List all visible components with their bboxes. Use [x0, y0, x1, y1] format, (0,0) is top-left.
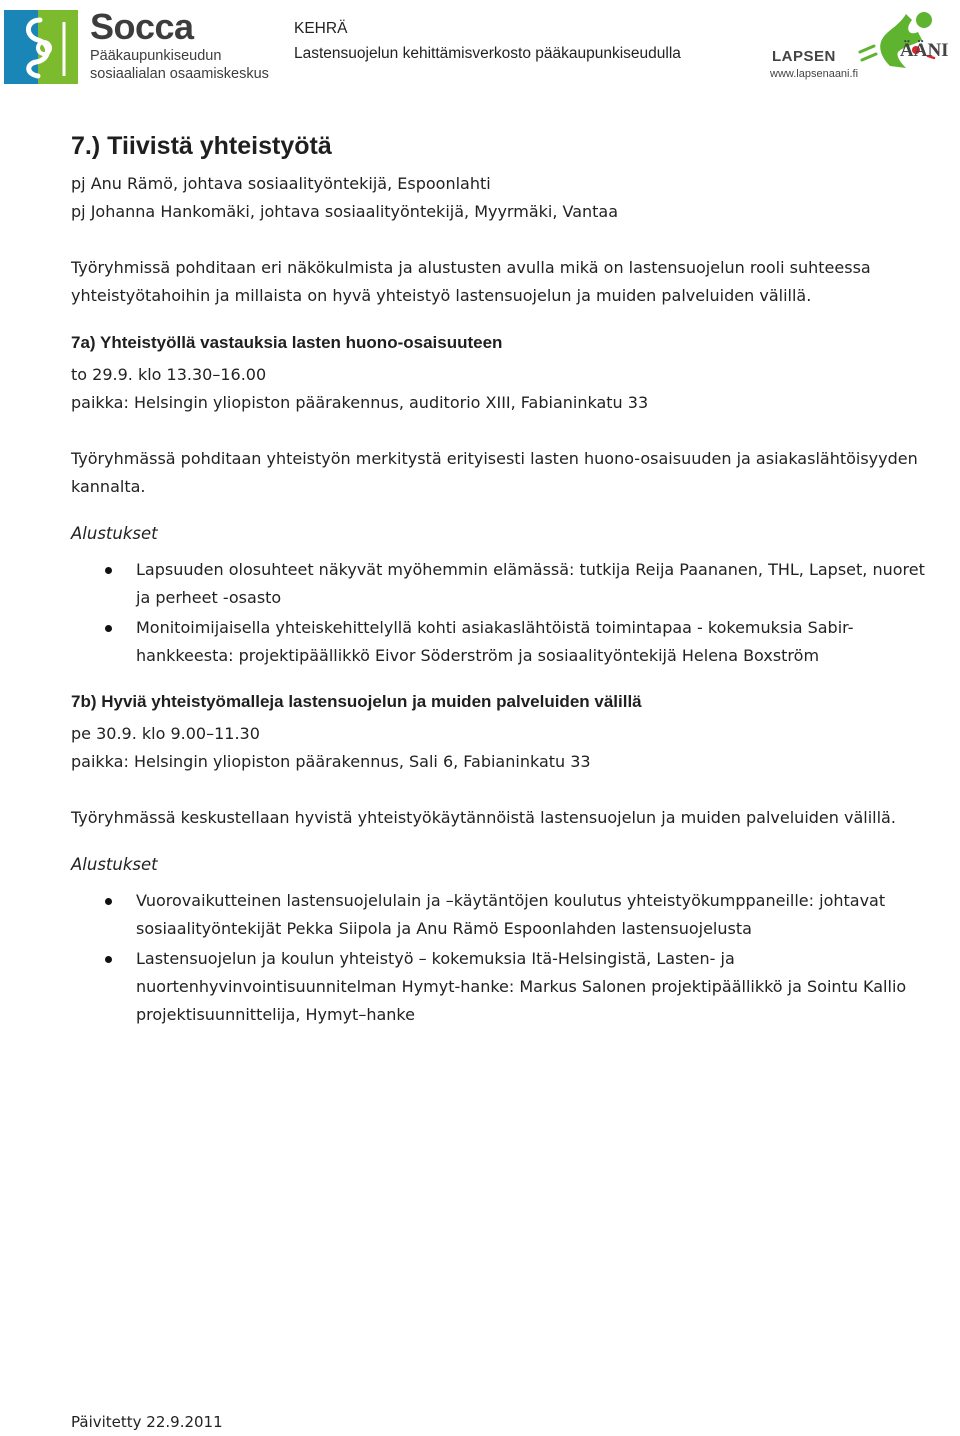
bullet-icon [105, 625, 112, 632]
list-item [71, 887, 931, 943]
list-item-line: Lapsuuden olosuhteet näkyvät myöhemmin elämässä: tutkija Reija Paananen, THL, Lapset, nuoret [136, 560, 925, 579]
socca-subtitle-line2: sosiaalialan osaamiskeskus [90, 66, 269, 82]
list-item-line: sosiaalityöntekijät Pekka Siipola ja Anu Rämö Espoonlahden lastensuojelusta [136, 919, 752, 938]
list-item-line: nuortenhyvinvointisuunnitelman Hymyt-hanke: Markus Salonen projektipäällikkö ja Sointu Kallio [136, 977, 907, 996]
session-b-heading: 7b) Hyviä yhteistyömalleja lastensuojelun ja muiden palveluiden välillä [71, 692, 642, 711]
chair-2: pj Johanna Hankomäki, johtava sosiaalityöntekijä, Myyrmäki, Vantaa [71, 202, 619, 221]
session-b-alustukset-label: Alustukset [71, 855, 158, 874]
updated-date: Päivitetty 22.9.2011 [71, 1413, 223, 1431]
socca-name: Socca [90, 6, 194, 47]
list-item-line: projektisuunnittelija, Hymyt–hanke [136, 1005, 415, 1024]
list-item [71, 556, 931, 612]
lapsen-aani-logo [768, 6, 956, 86]
bullet-icon [105, 567, 112, 574]
session-a-time: to 29.9. klo 13.30–16.00 [71, 365, 267, 384]
session-a-heading: 7a) Yhteistyöllä vastauksia lasten huono-osaisuuteen [71, 333, 503, 352]
page-header [0, 0, 960, 95]
session-b-desc-1: Työryhmässä keskustellaan hyvistä yhteistyökäytännöistä lastensuojelun ja muiden palveluiden välillä. [71, 808, 896, 827]
list-item-line: ja perheet -osasto [136, 588, 282, 607]
session-b-place: paikka: Helsingin yliopiston päärakennus, Sali 6, Fabianinkatu 33 [71, 752, 591, 771]
socca-subtitle-line1: Pääkaupunkiseudun [90, 48, 222, 64]
header-line1: KEHRÄ [294, 20, 348, 37]
bullet-icon [105, 956, 112, 963]
session-b-list [71, 887, 931, 1031]
list-item-line: Lastensuojelun ja koulun yhteistyö – kokemuksia Itä-Helsingistä, Lasten- ja [136, 949, 735, 968]
session-a-place: paikka: Helsingin yliopiston päärakennus, auditorio XIII, Fabianinkatu 33 [71, 393, 649, 412]
session-a-list [71, 556, 931, 672]
list-item-line: Vuorovaikutteinen lastensuojelulain ja –käytäntöjen koulutus yhteistyökumppaneille: johtavat [136, 891, 886, 910]
bullet-icon [105, 898, 112, 905]
intro-line-2: yhteistyötahoihin ja millaista on hyvä yhteistyö lastensuojelun ja muiden palveluiden välillä. [71, 286, 812, 305]
page-title: 7.) Tiivistä yhteistyötä [71, 132, 332, 160]
list-item-line: hankkeesta: projektipäällikkö Eivor Söderström ja sosiaalityöntekijä Helena Boxström [136, 646, 820, 665]
lapsen-aani-url: www.lapsenaani.fi [770, 68, 859, 80]
socca-mark-icon [4, 10, 78, 84]
header-line2: Lastensuojelun kehittämisverkosto pääkaupunkiseudulla [294, 45, 681, 62]
session-a-desc-2: kannalta. [71, 477, 146, 496]
list-item-line: Monitoimijaisella yhteiskehittelyllä kohti asiakaslähtöistä toimintapaa - kokemuksia Sabir- [136, 618, 854, 637]
list-item [71, 945, 931, 1029]
socca-logo [4, 6, 276, 84]
session-a-desc-1: Työryhmässä pohditaan yhteistyön merkitystä erityisesti lasten huono-osaisuuden ja asiakaslähtöisyyden [71, 449, 918, 468]
list-item [71, 614, 931, 670]
header-text [294, 16, 681, 66]
chair-1: pj Anu Rämö, johtava sosiaalityöntekijä, Espoonlahti [71, 174, 491, 193]
intro-line-1: Työryhmissä pohditaan eri näkökulmista ja alustusten avulla mikä on lastensuojelun rooli suhteessa [71, 258, 871, 277]
lapsen-word: LAPSEN [772, 48, 836, 65]
aani-word: ÄÄNI [900, 40, 949, 61]
session-a-alustukset-label: Alustukset [71, 524, 158, 543]
session-b-time: pe 30.9. klo 9.00–11.30 [71, 724, 260, 743]
